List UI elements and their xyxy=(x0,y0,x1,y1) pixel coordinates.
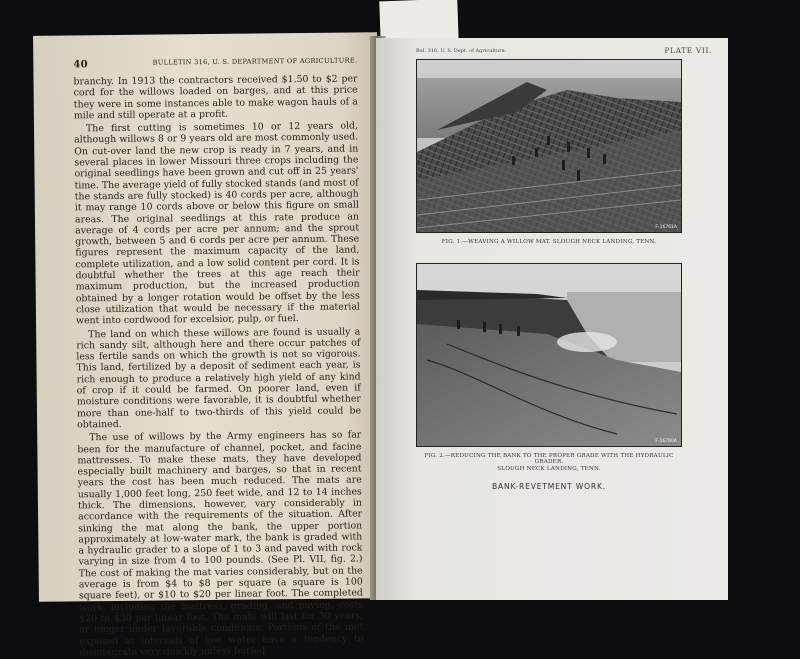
figure-1-caption: FIG. 1.—WEAVING A WILLOW MAT. SLOUGH NECK LANDING, TENN. xyxy=(441,239,657,245)
right-page xyxy=(376,38,728,600)
plate-title: BANK-REVETMENT WORK. xyxy=(492,482,606,491)
plate-source: Bul. 316, U. S. Dept. of Agriculture. xyxy=(416,47,507,54)
hydraulic-grader-image xyxy=(417,264,681,446)
paragraph: The first cutting is sometimes 10 or 12 years old, although willows 8 or 9 years old are most commonly used. On cut-over land the new crop is ready in 7 years, and in several places in lower Missouri three crops including the original seedlings have been grown and cut off in 25 years' time. The average yield of fully stocked stands (and most of the stands are fully stocked) is 40 cords per acre, although it may range 10 cords above or below this figure on small areas. The original seedlings at this rate produce an average of 4 cords per acre per annum; and the sprout growth, between 5 and 6 cords per acre per annum. These figures represent the maximum capacity of the land, complete utilization, and a low solid content per cord. It is doubtful whether the trees at this age reach their maximum production, but the increased production obtained by a longer rotation would be offset by the less close utilization that would be necessary if the material went into cordwood for excelsior, pulp, or fuel. xyxy=(74,120,360,327)
right-running-head xyxy=(416,46,716,55)
paragraph: The use of willows by the Army engineers has so far been for the manufacture of channel, pocket, and facine mattresses. To make these mats, they have developed especially built machinery and barges, so that in recent years the cost has been much reduced. The mats are usually 1,000 feet long, 250 feet wide, and 12 to 14 inches thick. The dimensions, however, vary considerably in accordance with the requirements of the situation. After sinking the mat along the bank, the upper portion approximately at low-water mark, the bank is graded with a hydraulic grader to a slope of 1 to 3 and paved with rock varying in size from 4 to 100 pounds. (See Pl. VII, fig. 2.) The cost of making the mat varies considerably, but on the average is from $4 to $8 per square (a square is 100 square feet), or $10 to $20 per linear foot. The completed work, including the mattress, grading, and paving, costs $20 to $30 per linear foot. The mats will last for 30 years, or longer under favorable conditions. Portions of the mat exposed at intervals of low water have a tendency to disintegrate very quickly unless buried xyxy=(77,429,364,659)
figure-1-photo xyxy=(416,59,682,233)
figure-2-photo xyxy=(416,263,682,447)
paragraph: The land on which these willows are found is usually a rich sandy silt, although here and there occur patches of less fertile sands on which the growth is not so vigorous. This land, fertilized by a deposit of sediment each year, is rich enough to produce a relatively high yield of any kind of crop if it could be farmed. On poorer land, even if moisture conditions were favorable, it is doubtful whether more than one-half to two-thirds of this yield could be obtained. xyxy=(76,325,362,431)
paragraph: branchy. In 1913 the contractors received $1.50 to $2 per cord for the willows loaded on barges, and at this price they were in some instances able to make wagon hauls of a mile and still operate at a profit. xyxy=(73,73,358,122)
left-running-head xyxy=(73,56,357,70)
figure-2-number-stamp: F-16760A xyxy=(655,439,677,444)
figure-2-caption: FIG. 2.—REDUCING THE BANK TO THE PROPER GRADE WITH THE HYDRAULIC GRADER. xyxy=(424,453,674,465)
left-page xyxy=(33,32,383,659)
left-body-text xyxy=(73,73,363,658)
figure-2-caption-location: SLOUGH NECK LANDING, TENN. xyxy=(497,466,601,472)
figure-1-number-stamp: F-16761A xyxy=(655,225,677,230)
plate-label: PLATE VII. xyxy=(664,46,712,55)
running-head-title: BULLETIN 316, U. S. DEPARTMENT OF AGRICULTURE. xyxy=(152,56,358,67)
page-number: 40 xyxy=(73,59,88,71)
willow-mat-image xyxy=(417,60,681,232)
